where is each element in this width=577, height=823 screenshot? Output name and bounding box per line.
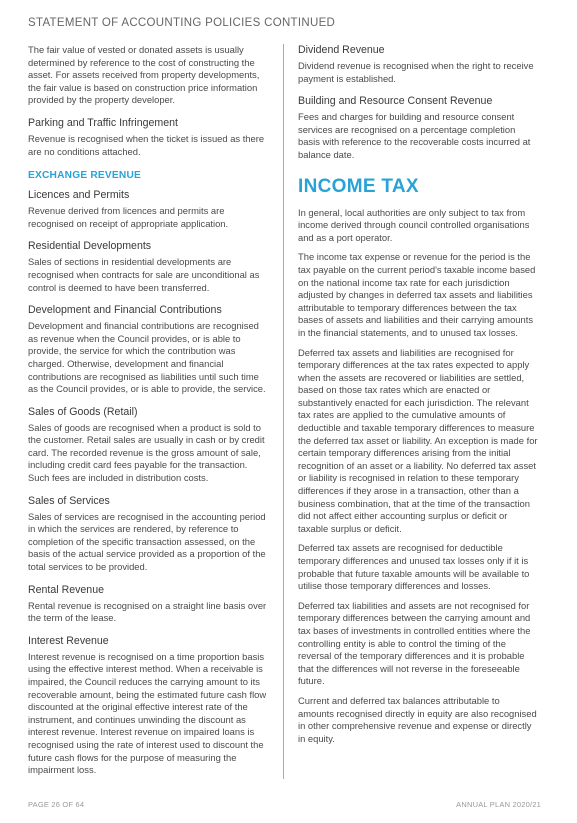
residential-heading: Residential Developments — [28, 240, 152, 253]
right-column — [298, 44, 538, 752]
exchange-revenue-heading: EXCHANGE REVENUE — [28, 170, 142, 182]
income-tax-paragraph-3: Deferred tax assets and liabilities are recognised for temporary differences at the tax rates expected to apply when the assets are recovered or liabilities are settled, based on those tax rates which are enacted or substantively enacted for each jurisdiction. The relevant tax rates are applied to the cumulative amounts of deductible and taxable temporary differences to measure the deferred tax asset or liability. An exception is made for certain temporary differences arising from the initial recognition of an asset or a liability. No deferred tax asset or liability is recognised in relation to these temporary differences if they arose in a transaction, other than a business combination, that at the time of the transaction did not affect either accounting surplus or deficit or taxable surplus or deficit. — [298, 346, 538, 534]
building-consent-heading: Building and Resource Consent Revenue — [298, 95, 493, 108]
parking-paragraph: Revenue is recognised when the ticket is issued as there are no conditions attached. — [28, 132, 265, 157]
column-divider — [283, 44, 284, 779]
plan-title: ANNUAL PLAN 2020/21 — [456, 800, 541, 809]
residential-paragraph: Sales of sections in residential developments are recognised when contracts for sale are unconditional as control is deemed to have been transferred. — [28, 256, 260, 293]
interest-heading: Interest Revenue — [28, 634, 109, 647]
income-tax-title: INCOME TAX — [298, 175, 419, 197]
sales-services-heading: Sales of Services — [28, 494, 110, 507]
parking-heading: Parking and Traffic Infringement — [28, 116, 178, 129]
fair-value-paragraph: The fair value of vested or donated assets is usually determined by reference to the cost of constructing the asset. For assets received from property developments, the fair value is based on construction price information provided by the property developer. — [28, 44, 260, 106]
dividend-heading: Dividend Revenue — [298, 44, 385, 56]
sales-goods-heading: Sales of Goods (Retail) — [28, 405, 138, 418]
sales-goods-paragraph: Sales of goods are recognised when a product is sold to the customer. Retail sales are usually in cash or by credit card. The recorded revenue is the gross amount of sale, including credit card fees payable for the transaction. Such fees are included in distribution costs. — [28, 421, 265, 484]
page-header: STATEMENT OF ACCOUNTING POLICIES CONTINUED — [28, 17, 336, 29]
rental-heading: Rental Revenue — [28, 583, 104, 596]
income-tax-paragraph-6: Current and deferred tax balances attributable to amounts recognised directly in equity are also recognised in other comprehensive revenue and expense or directly in equity. — [298, 694, 537, 744]
development-contributions-paragraph: Development and financial contributions are recognised as revenue when the Council provides, or is able to provide, the service for which the contribution was charged. Otherwise, development and financial contributions are recognised as liabilities until such time as the Council provides, or is able to provide, the service. — [28, 320, 266, 395]
left-column — [28, 44, 268, 784]
income-tax-paragraph-2: The income tax expense or revenue for the period is the tax payable on the current period's taxable income based on the national income tax rate for each jurisdiction adjusted by changes in deferred tax assets and liabilities attributable to temporary differences between the tax bases of assets and liabilities and their carrying amounts in the financial statements, and to unused tax losses. — [298, 251, 536, 338]
interest-paragraph: Interest revenue is recognised on a time proportion basis using the effective interest method. When a receivable is impaired, the Council reduces the carrying amount to its recoverable amount, being the estimated future cash flow discounted at the original effective interest rate of the instrument, and continues unwinding the discount as interest revenue. Interest revenue on impaired loans is recognised using the rate of interest used to discount the future cash flows for the purpose of measuring the impairment loss. — [28, 650, 267, 776]
income-tax-paragraph-4: Deferred tax assets are recognised for deductible temporary differences and unused tax losses only if it is probable that future taxable amounts will be available to utilise those temporary differences and losses. — [298, 542, 530, 592]
page-number: PAGE 26 OF 64 — [28, 800, 85, 809]
licences-paragraph: Revenue derived from licences and permits are recognised on receipt of appropriate application. — [28, 205, 229, 229]
sales-services-paragraph: Sales of services are recognised in the accounting period in which the services are rendered, by reference to completion of the specific transaction assessed, on the basis of the actual service provided as a proportion of the total services to be provided. — [28, 510, 266, 573]
income-tax-paragraph-5: Deferred tax liabilities and assets are not recognised for temporary differences between the carrying amount and tax bases of investments in controlled entities where the controlling entity is able to control the timing of the reversal of the temporary differences and it is probable that the differences will not reverse in the foreseeable future. — [298, 599, 531, 687]
rental-paragraph: Rental revenue is recognised on a straight line basis over the term of the lease. — [28, 599, 267, 624]
income-tax-paragraph-1: In general, local authorities are only subject to tax from income derived through council controlled organisations and as a port operator. — [298, 206, 530, 243]
development-contributions-heading: Development and Financial Contributions — [28, 304, 222, 317]
licences-heading: Licences and Permits — [28, 189, 130, 202]
dividend-paragraph: Dividend revenue is recognised when the right to receive payment is established. — [298, 60, 534, 84]
building-consent-paragraph: Fees and charges for building and resource consent services are recognised on a percentage completion basis with reference to the recoverable costs incurred at balance date. — [298, 111, 531, 160]
